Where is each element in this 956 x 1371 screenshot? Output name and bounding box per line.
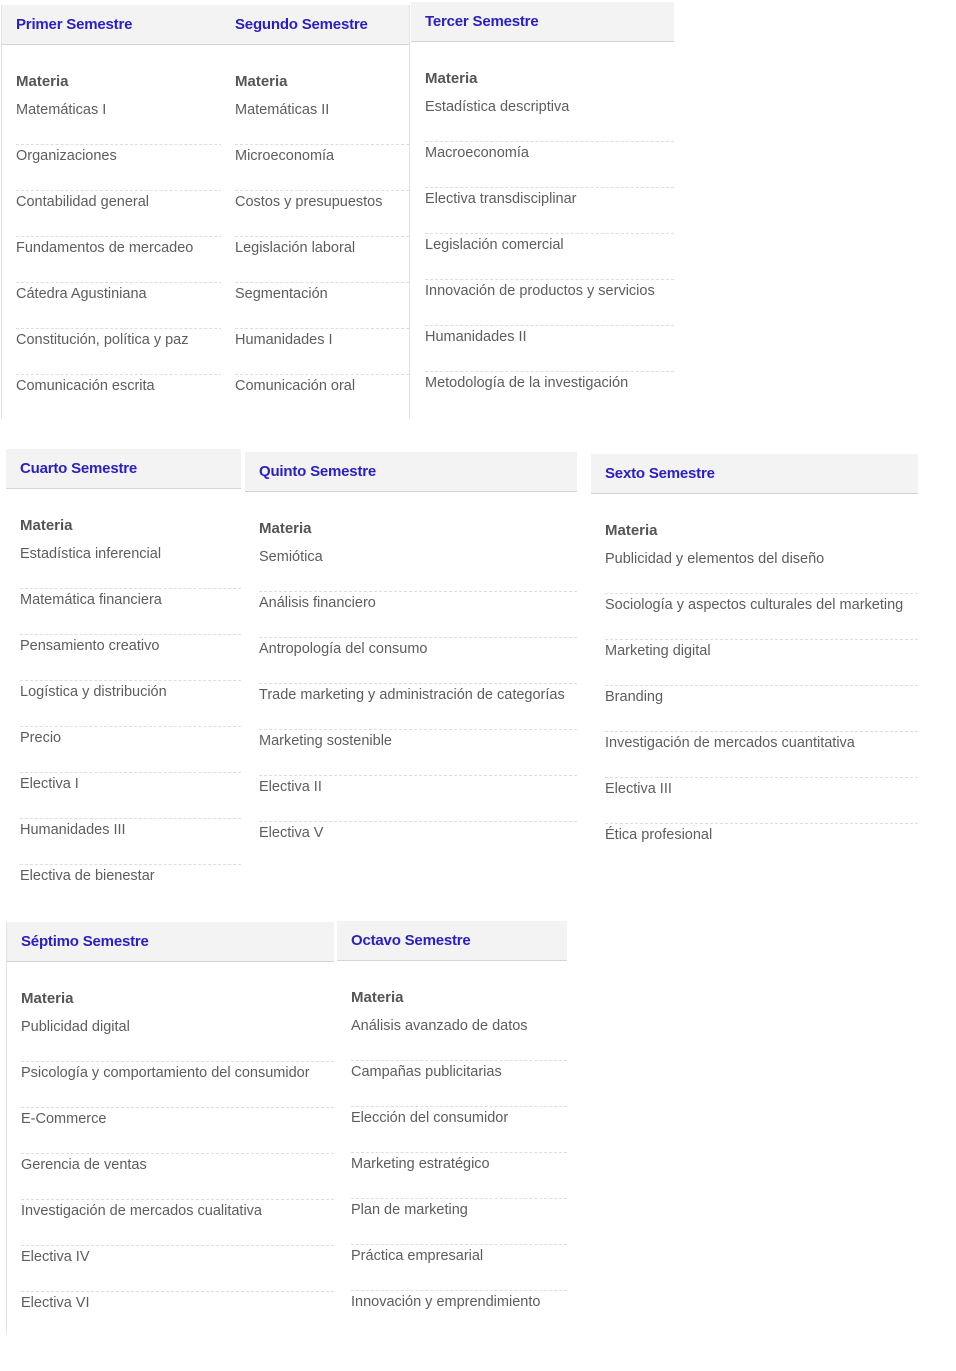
subject-row: Electiva II (259, 776, 577, 822)
subject-row: Psicología y comportamiento del consumidor (21, 1062, 334, 1108)
subject-row: Matemática financiera (20, 589, 241, 635)
semester-header (7, 922, 334, 962)
column-header-materia: Materia (259, 520, 312, 537)
semester-body (221, 45, 409, 421)
subject-row: Electiva IV (21, 1246, 334, 1292)
subject-row: Legislación laboral (235, 237, 409, 283)
subject-row: Precio (20, 727, 241, 773)
subject-row: Humanidades I (235, 329, 409, 375)
semester-body (7, 962, 334, 1338)
semester-header (591, 454, 918, 494)
subject-row: Marketing digital (605, 640, 918, 686)
subject-row: Publicidad digital (21, 1016, 334, 1062)
subject-row: Electiva de bienestar (20, 868, 155, 884)
subject-row: Semiótica (259, 546, 577, 592)
semester-title: Séptimo Semestre (21, 933, 149, 950)
semester-body (2, 45, 222, 421)
subject-row: Constitución, política y paz (16, 329, 222, 375)
semester-header (411, 2, 674, 42)
subject-row: Contabilidad general (16, 191, 222, 237)
semester-table-8 (337, 921, 567, 1333)
subject-row: Publicidad y elementos del diseño (605, 548, 918, 594)
semester-header (337, 921, 567, 961)
subject-row: Costos y presupuestos (235, 191, 409, 237)
semester-header (2, 5, 222, 45)
column-header-materia: Materia (21, 990, 74, 1007)
subject-row: Humanidades II (425, 326, 674, 372)
subject-list (259, 546, 577, 868)
subject-row: Branding (605, 686, 918, 732)
semester-header (245, 452, 577, 492)
subject-list (605, 548, 918, 870)
subject-list (425, 96, 674, 418)
column-header-materia: Materia (425, 70, 478, 87)
semester-body (6, 489, 241, 911)
subject-row: Humanidades III (20, 819, 241, 865)
subject-row: Práctica empresarial (351, 1245, 567, 1291)
semester-table-5 (245, 452, 577, 862)
subject-row: Matemáticas I (16, 99, 222, 145)
subject-row: Elección del consumidor (351, 1107, 567, 1153)
subject-row: Comunicación escrita (16, 378, 155, 394)
subject-row: Estadística inferencial (20, 543, 241, 589)
semester-title: Quinto Semestre (259, 463, 377, 480)
semester-title: Tercer Semestre (425, 13, 539, 30)
subject-row: Organizaciones (16, 145, 222, 191)
subject-row: Campañas publicitarias (351, 1061, 567, 1107)
subject-row: Innovación y emprendimiento (351, 1294, 541, 1310)
subject-row: Macroeconomía (425, 142, 674, 188)
subject-row: Innovación de productos y servicios (425, 280, 674, 326)
subject-row: Antropología del consumo (259, 638, 577, 684)
subject-row: Análisis avanzado de datos (351, 1015, 567, 1061)
subject-row: Investigación de mercados cualitativa (21, 1200, 334, 1246)
semester-table-3 (411, 2, 674, 416)
subject-row: Electiva VI (21, 1295, 90, 1311)
subject-list (235, 99, 409, 421)
semester-body (337, 961, 567, 1337)
subject-row: E-Commerce (21, 1108, 334, 1154)
subject-row: Marketing estratégico (351, 1153, 567, 1199)
semester-title: Octavo Semestre (351, 932, 471, 949)
subject-row: Ética profesional (605, 827, 713, 843)
subject-row: Cátedra Agustiniana (16, 283, 222, 329)
semester-title: Cuarto Semestre (20, 460, 138, 477)
semester-table-4 (6, 449, 241, 904)
subject-row: Fundamentos de mercadeo (16, 237, 222, 283)
semester-header (6, 449, 241, 489)
subject-row: Electiva transdisciplinar (425, 188, 674, 234)
subject-row: Marketing sostenible (259, 730, 577, 776)
semester-title: Segundo Semestre (235, 16, 368, 33)
subject-row: Investigación de mercados cuantitativa (605, 732, 918, 778)
semester-title: Sexto Semestre (605, 465, 715, 482)
subject-row: Microeconomía (235, 145, 409, 191)
column-header-materia: Materia (351, 989, 404, 1006)
subject-row: Sociología y aspectos culturales del marketing (605, 594, 918, 640)
subject-list (21, 1016, 334, 1338)
column-header-materia: Materia (20, 517, 73, 534)
subject-row: Análisis financiero (259, 592, 577, 638)
semester-header (221, 5, 409, 45)
subject-list (16, 99, 222, 421)
semester-body (591, 494, 918, 870)
subject-row: Plan de marketing (351, 1199, 567, 1245)
semester-table-2 (221, 5, 410, 419)
semester-table-7 (6, 922, 334, 1334)
subject-row: Electiva III (605, 778, 918, 824)
subject-row: Logística y distribución (20, 681, 241, 727)
subject-list (20, 543, 241, 911)
semester-table-1 (1, 5, 222, 419)
subject-row: Gerencia de ventas (21, 1154, 334, 1200)
subject-list (351, 1015, 567, 1337)
subject-row: Estadística descriptiva (425, 96, 674, 142)
semester-body (411, 42, 674, 418)
subject-row: Segmentación (235, 283, 409, 329)
subject-row: Pensamiento creativo (20, 635, 241, 681)
subject-row: Trade marketing y administración de categorías (259, 684, 577, 730)
subject-row: Matemáticas II (235, 99, 409, 145)
column-header-materia: Materia (605, 522, 658, 539)
semester-title: Primer Semestre (16, 16, 133, 33)
semester-body (245, 492, 577, 868)
subject-row: Metodología de la investigación (425, 375, 629, 391)
semester-table-6 (591, 454, 918, 864)
subject-row: Comunicación oral (235, 378, 356, 394)
subject-row: Electiva I (20, 773, 241, 819)
column-header-materia: Materia (235, 73, 288, 90)
subject-row: Legislación comercial (425, 234, 674, 280)
subject-row: Electiva V (259, 825, 324, 841)
column-header-materia: Materia (16, 73, 69, 90)
